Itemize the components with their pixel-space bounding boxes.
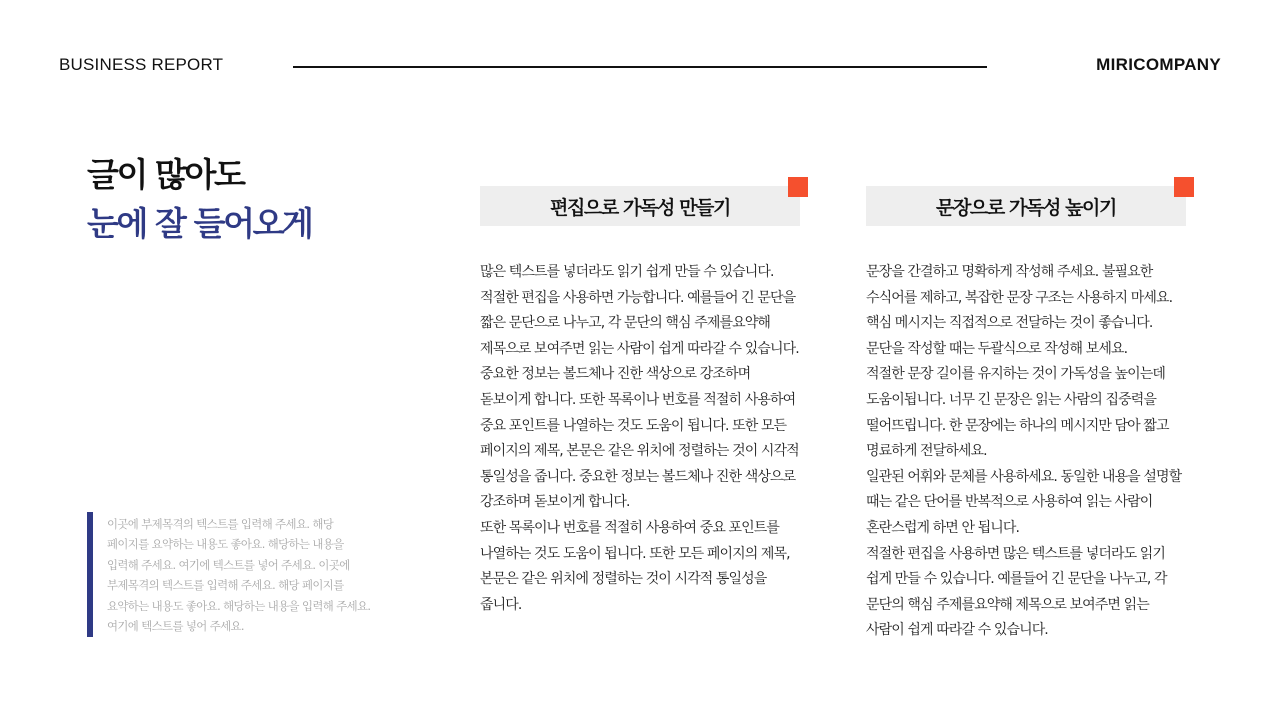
column-title: 문장으로 가독성 높이기 [936,196,1116,219]
column-title: 편집으로 가독성 만들기 [550,196,730,219]
column-title-box [480,186,800,226]
page-title-line-2: 눈에 잘 들어오게 [87,204,312,243]
paragraph: 중요한 정보는 볼드체나 진한 색상으로 강조하며 돋보이게 합니다. 또한 목록이나 번호를 적절히 사용하여 중요 포인트를 나열하는 것도 도움이 됩니다. 또한 모든 페이지의 제목, 본문은 같은 위치에 정렬하는 것이 시각적 통일성을 줍니다. 중요한 정보는 볼드체나 진한 색상으로 강조하며 돋보이게 합니다. [480,366,799,511]
paragraph: 많은 텍스트를 넣더라도 읽기 쉽게 만들 수 있습니다. 적절한 편집을 사용하면 가능합니다. 예를들어 긴 문단을 짧은 문단으로 나누고, 각 문단의 핵심 주제를요약해 제목으로 보여주면 읽는 사람이 쉽게 따라갈 수 있습니다. [480,264,799,357]
paragraph: 일관된 어휘와 문체를 사용하세요. 동일한 내용을 설명할 때는 같은 단어를 반복적으로 사용하여 읽는 사람이 혼란스럽게 하면 안 됩니다. [866,468,1182,536]
column-body [866,260,1188,644]
accent-square-icon [1174,177,1194,197]
accent-square-icon [788,177,808,197]
paragraph: 또한 목록이나 번호를 적절히 사용하여 중요 포인트를 나열하는 것도 도움이 됩니다. 또한 모든 페이지의 제목, 본문은 같은 위치에 정렬하는 것이 시각적 통일성을 줍니다. [480,519,790,613]
summary-text: 이곳에 부제목격의 텍스트를 입력해 주세요. 해당 페이지를 요약하는 내용도 좋아요. 해당하는 내용을 입력해 주세요. 여기에 텍스트를 넣어 주세요. 이곳에 부제목격의 텍스트를 입력해 주세요. 해당 페이지를 요약하는 내용도 좋아요. 해당하는 내용을 입력해 주세요. 여기에 텍스트를 넣어 주세요. [107,517,371,634]
header-divider [293,66,987,68]
report-label: BUSINESS REPORT [59,55,224,74]
paragraph: 적절한 문장 길이를 유지하는 것이 가독성을 높이는데 도움이됩니다. 너무 긴 문장은 읽는 사람의 집중력을 떨어뜨립니다. 한 문장에는 하나의 메시지만 담아 짧고 명료하게 전달하세요. [866,366,1169,460]
paragraph: 적절한 편집을 사용하면 많은 텍스트를 넣더라도 읽기 쉽게 만들 수 있습니다. 예를들어 긴 문단을 나누고, 각 문단의 핵심 주제를요약해 제목으로 보여주면 읽는 사람이 쉽게 따라갈 수 있습니다. [866,545,1167,639]
column-title-box [866,186,1186,226]
column-body [480,260,802,618]
company-name: MIRICOMPANY [1096,55,1221,74]
page-title-line-1: 글이 많아도 [87,155,244,194]
paragraph: 문장을 간결하고 명확하게 작성해 주세요. 불필요한 수식어를 제하고, 복잡한 문장 구조는 사용하지 마세요. 핵심 메시지는 직접적으로 전달하는 것이 좋습니다. 문단을 작성할 때는 두괄식으로 작성해 보세요. [866,264,1173,357]
summary-accent-bar [87,512,93,637]
